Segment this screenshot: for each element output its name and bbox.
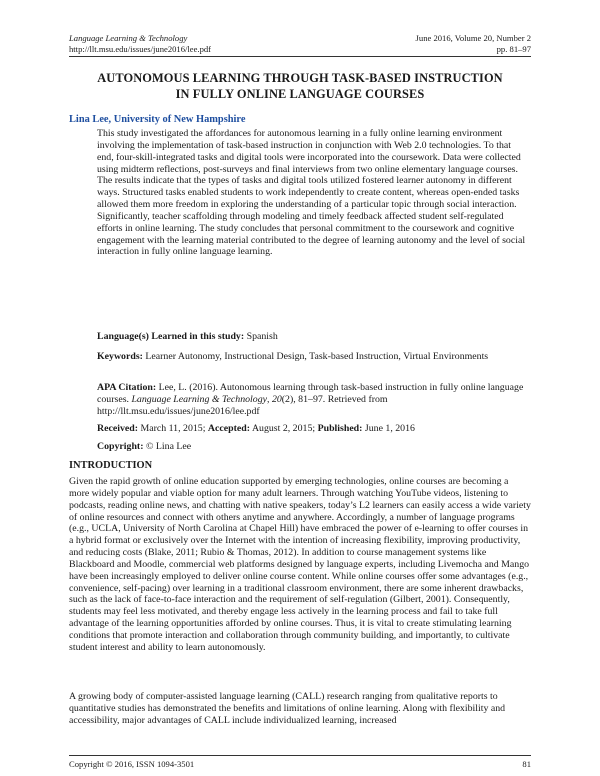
published-date: June 1, 2016 xyxy=(364,423,415,434)
intro-paragraph-2: A growing body of computer-assisted language learning (CALL) research ranging from qualitative reports to quantitative studies has demonstrated the benefits and limitations of online learning. Along with flexibility and accessibility, major advantages of CALL include individualized learning, increased xyxy=(69,691,506,726)
apa-journal: Language Learning & Technology xyxy=(131,393,267,405)
received-date: March 11, 2015; xyxy=(140,423,206,434)
issue-info: June 2016, Volume 20, Number 2 xyxy=(415,33,531,43)
page-range: pp. 81–97 xyxy=(496,44,531,54)
footer-copyright: Copyright © 2016, ISSN 1094-3501 xyxy=(69,759,195,769)
languages-line xyxy=(97,331,529,343)
copyright-value: © Lina Lee xyxy=(145,441,192,452)
article-url: http://llt.msu.edu/issues/june2016/lee.pdf xyxy=(69,44,212,54)
copyright-line xyxy=(97,441,529,453)
section-heading-introduction: INTRODUCTION xyxy=(69,460,153,471)
apa-separator: , xyxy=(267,393,270,405)
running-header-left xyxy=(69,33,211,55)
published-label: Published: xyxy=(317,423,363,434)
footer-divider xyxy=(69,755,531,756)
title-line-1: AUTONOMOUS LEARNING THROUGH TASK-BASED INSTRUCTION xyxy=(97,71,503,85)
header-divider xyxy=(69,56,531,57)
apa-citation xyxy=(97,382,529,418)
journal-name: Language Learning & Technology xyxy=(69,33,188,43)
languages-value: Spanish xyxy=(246,331,278,342)
running-header-right xyxy=(416,33,531,55)
keywords-value: Learner Autonomy, Instructional Design, Task-based Instruction, Virtual Environments xyxy=(145,351,489,362)
article-title xyxy=(69,70,531,102)
apa-text-after: (2), 81–97. Retrieved from http://llt.msu.edu/issues/june2016/lee.pdf xyxy=(97,393,388,417)
apa-label: APA Citation: xyxy=(97,382,157,393)
title-line-2: IN FULLY ONLINE LANGUAGE COURSES xyxy=(175,87,425,101)
languages-label: Language(s) Learned in this study: xyxy=(97,331,245,342)
accepted-label: Accepted: xyxy=(207,423,251,434)
intro-paragraph-1: Given the rapid growth of online education supported by emerging technologies, online courses are becoming a more widely popular and viable option for many adult learners. Through watching YouTube videos, listening to podcasts, reading online news, and chatting with native speakers, today’s L2 learners can easily access a wide variety of online resources and connect with others anytime and anywhere. Accordingly, a number of language programs (e.g., UCLA, University of North Carolina at Chapel Hill) have embraced the power of e-learning to offer courses in a hybrid format or exclusively over the Internet with the intention of increasing flexibility, improving productivity, and reducing costs (Blake, 2011; Rubio & Thomas, 2012). In addition to course management systems like Blackboard and Moodle, commercial web platforms designed by language experts, including Livemocha and Mango have been increasingly employed to deliver online course content. While online courses offer some advantages (e.g., convenience, self-pacing) over learning in a traditional classroom environment, there are some inherent drawbacks, such as the lack of face-to-face interaction and the requirement of self-regulation (Gilbert, 2001). Consequently, students may feel less motivated, and thereby engage less actively in the learning process and fail to take full advantage of the learning opportunities afforded by online courses. Thus, it is vital to create stimulating learning conditions that promote interaction and collaboration through community building, and importantly, to cultivate student interest and ability to learn autonomously. xyxy=(69,476,531,653)
apa-volume: 20 xyxy=(271,393,282,405)
abstract: This study investigated the affordances for autonomous learning in a fully online learning environment involving the implementation of task-based instruction in conjunction with Web 2.0 technologies. To that end, four-skill-integrated tasks and digital tools were incorporated into the coursework. Data were collected using midterm reflections, post-surveys and final interviews from two online elementary language courses. The results indicate that the types of tasks and digital tools utilized fostered learner autonomy in different ways. Structured tasks enabled students to work independently to create content, whereas open-ended tasks allowed them more freedom in exploring the understanding of a particular topic through social interaction. Significantly, teacher scaffolding through modeling and timely feedback affected student self-regulated efforts in online learning. The study concludes that personal commitment to the coursework and cognitive engagement with the learning material contributed to the degree of learning autonomy and the level of social interaction in fully online language learning. xyxy=(97,128,526,258)
accepted-date: August 2, 2015; xyxy=(251,423,316,434)
keywords-block xyxy=(97,351,529,363)
author-affiliation: Lina Lee, University of New Hampshire xyxy=(69,114,246,125)
dates-line xyxy=(97,423,529,435)
page-number: 81 xyxy=(522,759,531,769)
received-label: Received: xyxy=(97,423,138,434)
copyright-label: Copyright: xyxy=(97,441,144,452)
apa-text-before: Lee, L. (2016). Autonomous learning through task-based instruction in fully online language courses. xyxy=(97,382,524,405)
keywords-label: Keywords: xyxy=(97,351,143,362)
